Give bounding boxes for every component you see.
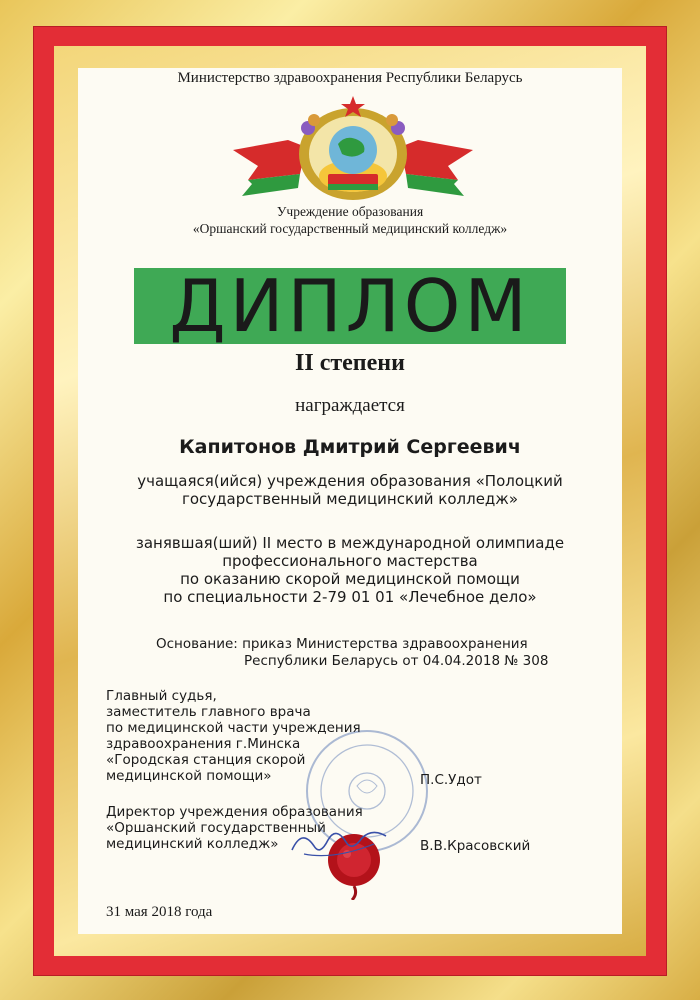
signatory2-name: В.В.Красовский — [420, 838, 531, 854]
ministry-heading: Министерство здравоохранения Республики Беларусь — [177, 70, 523, 86]
issue-date: 31 мая 2018 года — [106, 904, 213, 920]
basis-line: Республики Беларусь от 04.04.2018 № 308 — [244, 653, 549, 669]
student-line: государственный медицинский колледж» — [182, 490, 518, 508]
signatory1-line: «Городская станция скорой — [106, 752, 306, 768]
achievement-line: по специальности 2-79 01 01 «Лечебное дело» — [163, 588, 537, 606]
recipient-name: Капитонов Дмитрий Сергеевич — [179, 436, 521, 458]
student-info — [78, 472, 622, 508]
institution-name: «Оршанский государственный медицинский колледж» — [192, 221, 508, 236]
basis-text — [138, 636, 618, 670]
student-line: учащаяся(ийся) учреждения образования «Полоцкий — [137, 472, 563, 490]
achievement-line: занявшая(ший) II место в международной олимпиаде — [135, 534, 565, 552]
diploma-title: ДИПЛОМ — [169, 264, 531, 348]
signatory1-line: по медицинской части учреждения — [106, 720, 361, 736]
achievement-line: по оказанию скорой медицинской помощи — [180, 570, 520, 588]
signatory1-line: Главный судья, — [106, 688, 217, 704]
signatory1-title — [106, 688, 361, 784]
degree: II степени — [295, 350, 405, 376]
signatory1-line: здравоохранения г.Минска — [106, 736, 301, 752]
signatory1-name: П.С.Удот — [420, 772, 482, 788]
signature-icon — [284, 820, 394, 866]
achievement-text — [78, 534, 622, 606]
signatory2-line: медицинский колледж» — [106, 836, 279, 852]
signatory1-line: медицинской помощи» — [106, 768, 272, 784]
signatory1-line: заместитель главного врача — [106, 704, 311, 720]
institution-label: Учреждение образования — [276, 204, 424, 219]
basis-line: Основание: приказ Министерства здравоохранения — [156, 636, 528, 652]
belarus-coat-of-arms-icon — [228, 92, 478, 202]
achievement-line: профессионального мастерства — [222, 552, 478, 570]
signatory2-line: «Оршанский государственный — [106, 820, 326, 836]
signatory2-line: Директор учреждения образования — [106, 804, 363, 820]
diploma-paper — [78, 68, 622, 934]
awarded-label: награждается — [295, 395, 405, 416]
